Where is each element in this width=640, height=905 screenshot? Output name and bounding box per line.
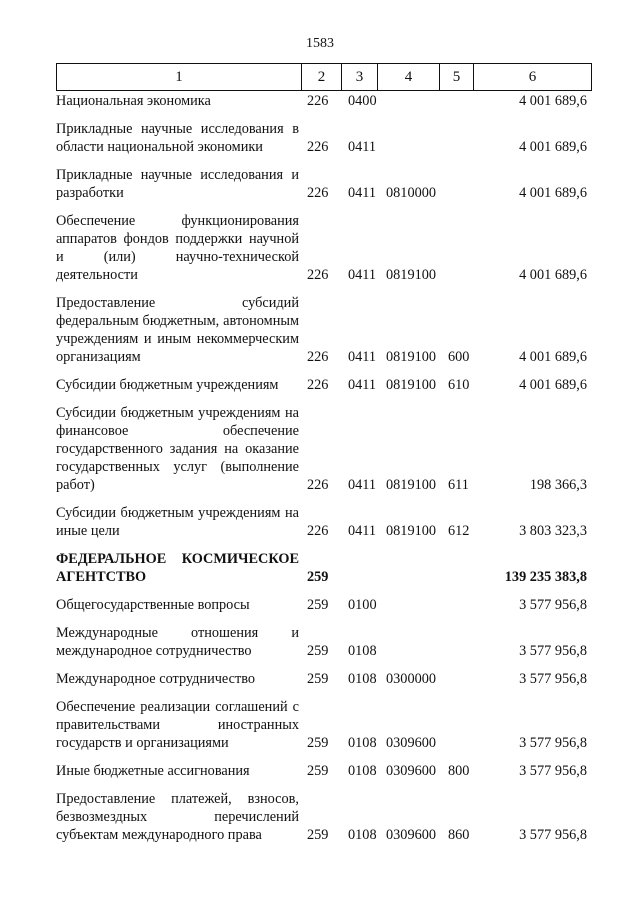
row-cell-c3: 0100 [348,597,377,613]
row-cell-c2: 226 [307,349,329,365]
row-name: Международные отношения и международное сотрудничество [56,625,299,659]
row-cell-c4: 0300000 [386,671,437,687]
row-cell-c4: 0810000 [386,185,437,201]
table-row [56,376,591,394]
row-cell-c3: 0400 [348,93,377,109]
row-cell-c4: 0309600 [386,735,437,751]
row-cell-c2: 259 [307,735,329,751]
row-cell-c4: 0819100 [386,477,437,493]
row-cell-c4: 0819100 [386,523,437,539]
row-cell-c3: 0108 [348,643,377,659]
row-codes [56,670,591,688]
row-codes [56,522,591,540]
row-cell-c3: 0411 [348,185,377,201]
table-row [56,698,591,752]
row-cell-c6: 4 001 689,6 [519,185,587,201]
row-cell-c3: 0411 [348,349,377,365]
row-cell-c5: 610 [448,377,470,393]
row-cell-c2: 226 [307,477,329,493]
row-codes [56,184,591,202]
row-cell-c6: 3 577 956,8 [519,827,587,843]
row-codes [56,92,591,110]
row-cell-c3: 0411 [348,377,377,393]
row-name: Субсидии бюджетным учреждениям на иные цели [56,505,299,539]
column-header-table [56,63,592,91]
column-header-3: 3 [342,64,378,91]
row-cell-c3: 0108 [348,827,377,843]
row-name: Иные бюджетные ассигнования [56,763,250,779]
table-row [56,670,591,688]
page-number: 1583 [306,36,334,51]
table-row [56,294,591,366]
row-cell-c4: 0309600 [386,827,437,843]
row-cell-c5: 860 [448,827,470,843]
table-row [56,624,591,660]
table-row [56,166,591,202]
row-cell-c6: 3 577 956,8 [519,643,587,659]
row-codes [56,826,591,844]
row-cell-c5: 800 [448,763,470,779]
column-header-1: 1 [57,64,302,91]
row-codes [56,596,591,614]
row-codes [56,762,591,780]
row-cell-c2: 259 [307,827,329,843]
row-cell-c2: 259 [307,569,329,585]
row-name: Национальная экономика [56,93,211,109]
row-codes [56,734,591,752]
column-header-row [57,64,592,91]
table-row [56,120,591,156]
row-name: Прикладные научные исследования и разработки [56,167,299,201]
row-cell-c3: 0411 [348,523,377,539]
row-cell-c2: 226 [307,139,329,155]
row-name: Прикладные научные исследования в области национальной экономики [56,121,299,155]
row-name: Субсидии бюджетным учреждениям [56,377,279,393]
row-cell-c5: 612 [448,523,470,539]
table-row [56,550,591,586]
row-cell-c4: 0819100 [386,349,437,365]
row-cell-c2: 226 [307,93,329,109]
column-header-2: 2 [302,64,342,91]
row-cell-c3: 0108 [348,763,377,779]
row-cell-c5: 611 [448,477,469,493]
table-row [56,790,591,844]
row-cell-c5: 600 [448,349,470,365]
table-row [56,504,591,540]
row-cell-c6: 4 001 689,6 [519,267,587,283]
row-cell-c4: 0309600 [386,763,437,779]
row-name: Общегосударственные вопросы [56,597,250,613]
budget-rows [56,92,591,854]
column-header-5: 5 [440,64,474,91]
row-cell-c4: 0819100 [386,267,437,283]
row-codes [56,348,591,366]
row-cell-c2: 226 [307,267,329,283]
row-codes [56,568,591,586]
table-row [56,596,591,614]
row-cell-c2: 259 [307,763,329,779]
row-cell-c3: 0108 [348,671,377,687]
row-name: ФЕДЕРАЛЬНОЕ КОСМИЧЕСКОЕ АГЕНТСТВО [56,551,299,585]
row-cell-c3: 0411 [348,267,377,283]
row-codes [56,376,591,394]
row-name: Предоставление платежей, взносов, безвозмездных перечислений субъектам международного права [56,791,299,843]
row-name: Предоставление субсидий федеральным бюджетным, автономным учреждениям и иным некоммерческим организациям [56,295,299,365]
row-name: Обеспечение функционирования аппаратов фондов поддержки научной и (или) научно-технической деятельности [56,213,299,283]
row-cell-c2: 226 [307,377,329,393]
table-row [56,762,591,780]
row-codes [56,266,591,284]
table-row [56,404,591,494]
row-cell-c6: 139 235 383,8 [504,569,587,585]
row-cell-c6: 3 577 956,8 [519,735,587,751]
row-cell-c4: 0819100 [386,377,437,393]
row-name: Обеспечение реализации соглашений с правительствами иностранных государств и организациями [56,699,299,751]
row-cell-c2: 259 [307,671,329,687]
column-header-4: 4 [378,64,440,91]
row-cell-c3: 0411 [348,139,377,155]
table-row [56,92,591,110]
column-header-6: 6 [474,64,592,91]
row-cell-c6: 4 001 689,6 [519,139,587,155]
row-cell-c6: 3 577 956,8 [519,671,587,687]
row-cell-c6: 3 577 956,8 [519,763,587,779]
row-cell-c2: 226 [307,523,329,539]
row-cell-c6: 3 577 956,8 [519,597,587,613]
row-cell-c3: 0108 [348,735,377,751]
row-cell-c2: 259 [307,643,329,659]
row-name: Субсидии бюджетным учреждениям на финансовое обеспечение государственного задания на оказание государственных услуг (выполнение работ) [56,405,299,493]
row-cell-c6: 4 001 689,6 [519,93,587,109]
table-row [56,212,591,284]
row-cell-c2: 259 [307,597,329,613]
row-cell-c6: 4 001 689,6 [519,349,587,365]
row-cell-c3: 0411 [348,477,377,493]
row-cell-c6: 3 803 323,3 [519,523,587,539]
row-codes [56,138,591,156]
row-cell-c6: 198 366,3 [529,477,587,493]
row-codes [56,476,591,494]
row-cell-c6: 4 001 689,6 [519,377,587,393]
row-cell-c2: 226 [307,185,329,201]
row-name: Международное сотрудничество [56,671,256,687]
row-codes [56,642,591,660]
